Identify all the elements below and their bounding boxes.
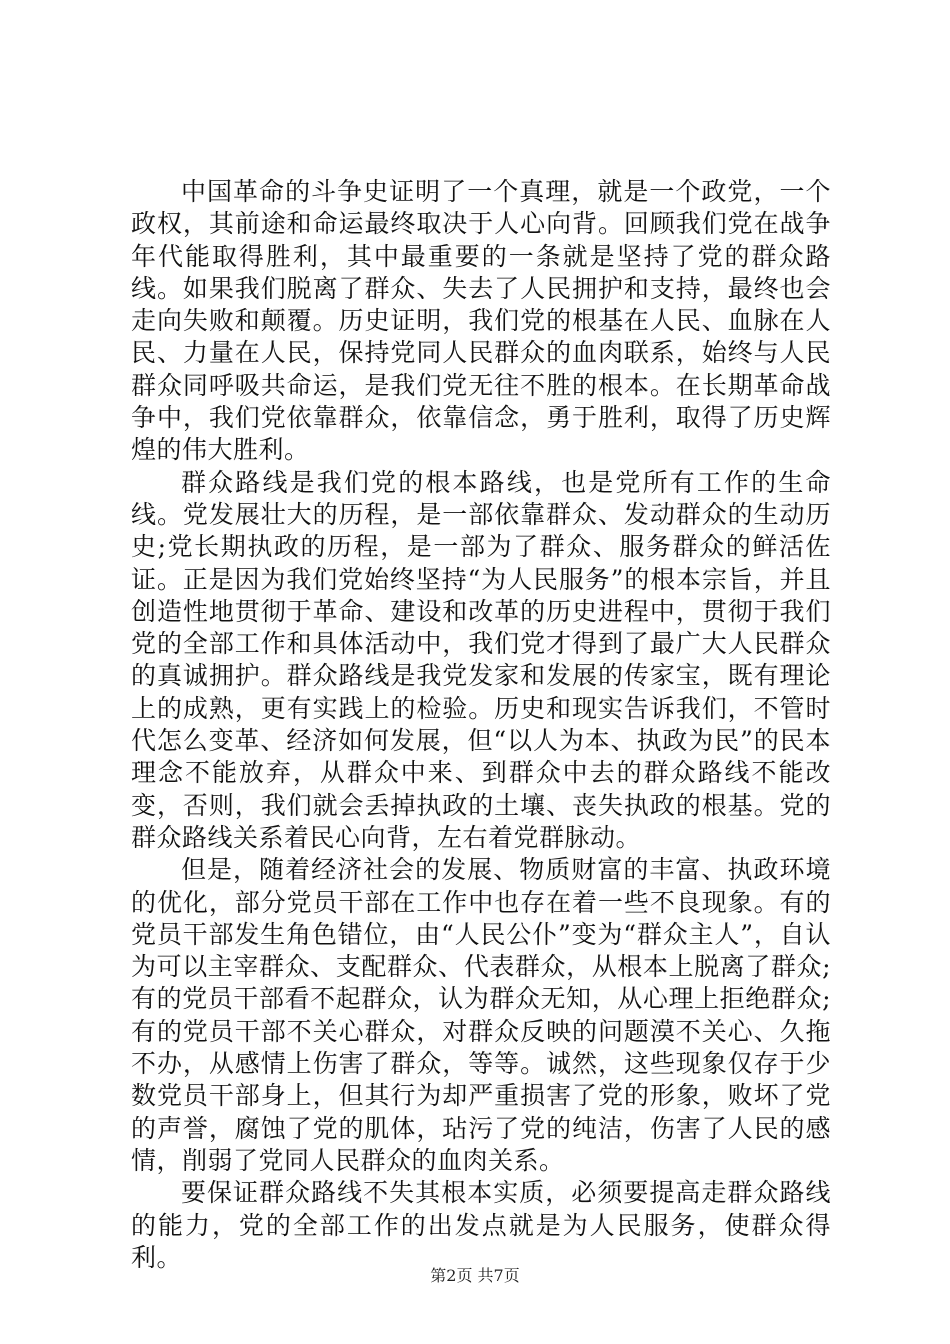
- paragraph-1: 中国革命的斗争史证明了一个真理，就是一个政党，一个政权，其前途和命运最终取决于人心向背。回顾我们党在战争年代能取得胜利，其中最重要的一条就是坚持了党的群众路线。如果我们脱离了群众、失去了人民拥护和支持，最终也会走向失败和颠覆。历史证明，我们党的根基在人民、血脉在人民、力量在人民，保持党同人民群众的血肉联系，始终与人民群众同呼吸共命运，是我们党无往不胜的根本。在长期革命战争中，我们党依靠群众，依靠信念，勇于胜利，取得了历史辉煌的伟大胜利。: [131, 177, 831, 465]
- paragraph-4: 要保证群众路线不失其根本实质，必须要提高走群众路线的能力，党的全部工作的出发点就是为人民服务，使群众得利。: [131, 1178, 831, 1272]
- page-number-footer: 第2页 共7页: [430, 1266, 520, 1285]
- paragraph-3: 但是，随着经济社会的发展、物质财富的丰富、执政环境的优化，部分党员干部在工作中也存在着一些不良现象。有的党员干部发生角色错位，由“人民公仆”变为“群众主人”，自认为可以主宰群众、支配群众、代表群众，从根本上脱离了群众;有的党员干部看不起群众，认为群众无知，从心理上拒绝群众;有的党员干部不关心群众，对群众反映的问题漠不关心、久拖不办，从感情上伤害了群众，等等。诚然，这些现象仅存于少数党员干部身上，但其行为却严重损害了党的形象，败坏了党的声誉，腐蚀了党的肌体，玷污了党的纯洁，伤害了人民的感情，削弱了党同人民群众的血肉关系。: [131, 855, 831, 1175]
- document-body: [131, 176, 831, 1274]
- paragraph-2: 群众路线是我们党的根本路线，也是党所有工作的生命线。党发展壮大的历程，是一部依靠群众、发动群众的生动历史;党长期执政的历程，是一部为了群众、服务群众的鲜活佐证。正是因为我们党始终坚持“为人民服务”的根本宗旨，并且创造性地贯彻于革命、建设和改革的历史进程中，贯彻于我们党的全部工作和具体活动中，我们党才得到了最广大人民群众的真诚拥护。群众路线是我党发家和发展的传家宝，既有理论上的成熟，更有实践上的检验。历史和现实告诉我们，不管时代怎么变革、经济如何发展，但“以人为本、执政为民”的民本理念不能放弃，从群众中来、到群众中去的群众路线不能改变，否则，我们就会丢掉执政的土壤、丧失执政的根基。党的群众路线关系着民心向背，左右着党群脉动。: [131, 467, 831, 852]
